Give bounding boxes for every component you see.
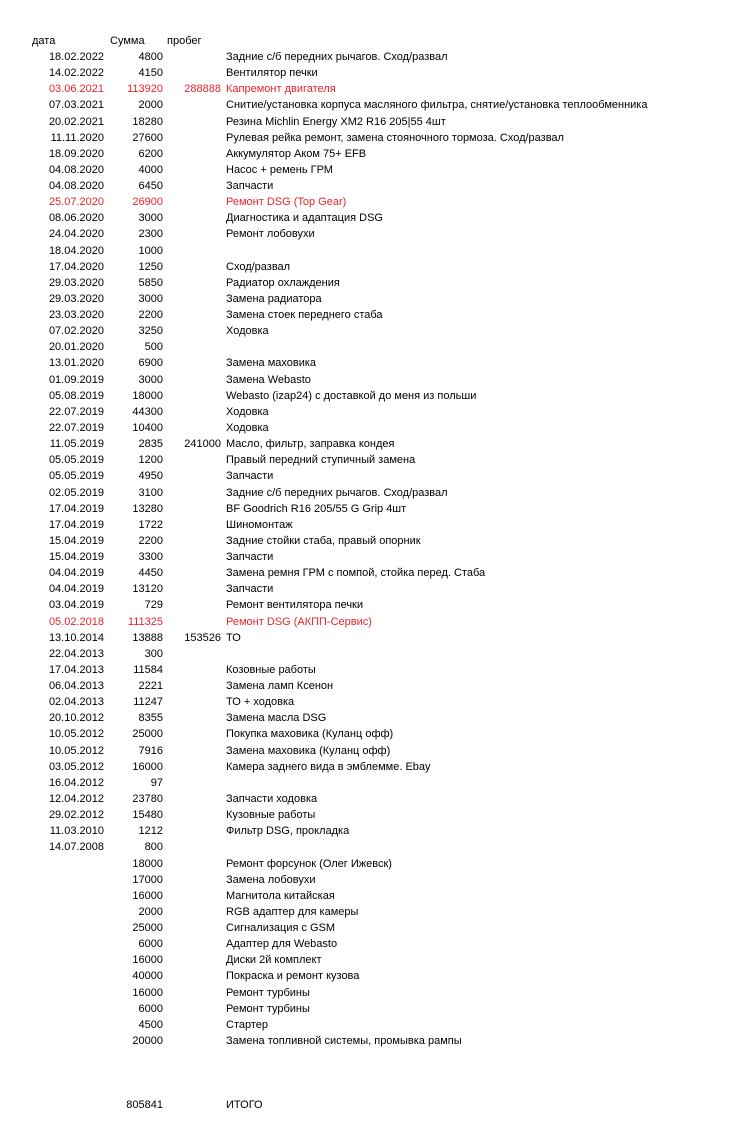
row-sum: 2000 bbox=[138, 906, 163, 918]
header-mileage: пробег bbox=[167, 35, 202, 47]
total-sum: 805841 bbox=[126, 1099, 163, 1111]
row-mileage bbox=[163, 485, 221, 501]
row-mileage bbox=[163, 662, 221, 678]
row-sum: 2835 bbox=[138, 438, 163, 450]
row-date: 22.07.2019 bbox=[48, 406, 104, 418]
row-date: 11.11.2020 bbox=[50, 132, 104, 144]
row-sum: 1200 bbox=[138, 454, 163, 466]
row-description: Замена ремня ГРМ с помпой, стойка перед. Стаба bbox=[226, 567, 486, 579]
row-sum: 16000 bbox=[132, 954, 163, 966]
row-description: Рулевая рейка ремонт, замена стояночного тормоза. Сход/развал bbox=[226, 132, 564, 144]
row-sum: 16000 bbox=[132, 890, 163, 902]
row-description: ТО bbox=[226, 632, 241, 644]
row-description: Ремонт турбины bbox=[226, 987, 310, 999]
row-sum: 4800 bbox=[138, 51, 163, 63]
row-sum: 3000 bbox=[138, 212, 163, 224]
row-mileage bbox=[163, 162, 221, 178]
row-date: 02.05.2019 bbox=[48, 487, 104, 499]
row-date bbox=[0, 936, 104, 952]
row-description: BF Goodrich R16 205/55 G Grip 4шт bbox=[226, 503, 407, 515]
row-description: Насос + ремень ГРМ bbox=[226, 164, 333, 176]
row-mileage bbox=[163, 839, 221, 855]
row-sum: 800 bbox=[144, 841, 163, 853]
row-mileage bbox=[163, 533, 221, 549]
row-description: Магнитола китайская bbox=[226, 890, 335, 902]
row-sum: 20000 bbox=[132, 1035, 163, 1047]
row-description: Снитие/установка корпуса масляного фильтра, снятие/установка теплообменника bbox=[226, 99, 648, 111]
row-sum: 26900 bbox=[132, 196, 163, 208]
row-date: 05.05.2019 bbox=[48, 470, 104, 482]
row-description: Ремонт вентилятора печки bbox=[226, 599, 364, 611]
row-mileage bbox=[163, 517, 221, 533]
row-mileage bbox=[163, 372, 221, 388]
row-description: Задние с/б передних рычагов. Сход/развал bbox=[226, 51, 448, 63]
row-mileage bbox=[163, 114, 221, 130]
row-description: Сигнализация с GSM bbox=[226, 922, 336, 934]
row-mileage bbox=[163, 146, 221, 162]
row-sum: 6000 bbox=[138, 938, 163, 950]
row-date bbox=[0, 968, 104, 984]
row-sum: 3000 bbox=[138, 293, 163, 305]
row-mileage bbox=[163, 581, 221, 597]
row-date: 05.02.2018 bbox=[48, 616, 104, 628]
row-sum: 4450 bbox=[138, 567, 163, 579]
row-sum: 11584 bbox=[133, 664, 163, 676]
row-sum: 6900 bbox=[138, 357, 163, 369]
row-sum: 25000 bbox=[132, 728, 163, 740]
row-description: Запчасти ходовка bbox=[226, 793, 318, 805]
row-description: Замена ламп Ксенон bbox=[226, 680, 334, 692]
row-sum: 97 bbox=[150, 777, 163, 789]
row-description: Замена Webasto bbox=[226, 374, 311, 386]
row-sum: 44300 bbox=[132, 406, 163, 418]
row-sum: 2300 bbox=[138, 228, 163, 240]
row-date: 12.04.2012 bbox=[48, 793, 104, 805]
row-mileage bbox=[163, 791, 221, 807]
row-description: Замена маховика (Куланц офф) bbox=[226, 745, 391, 757]
row-description: Стартер bbox=[226, 1019, 269, 1031]
row-date: 04.08.2020 bbox=[48, 164, 104, 176]
row-sum: 3000 bbox=[138, 374, 163, 386]
row-mileage bbox=[163, 904, 221, 920]
row-mileage bbox=[163, 985, 221, 1001]
row-mileage bbox=[163, 823, 221, 839]
row-mileage bbox=[163, 307, 221, 323]
row-mileage bbox=[163, 97, 221, 113]
row-date: 05.05.2019 bbox=[48, 454, 104, 466]
row-sum: 10400 bbox=[132, 422, 163, 434]
row-sum: 40000 bbox=[132, 970, 163, 982]
row-mileage bbox=[163, 1001, 221, 1017]
row-sum: 4500 bbox=[138, 1019, 163, 1031]
row-mileage bbox=[163, 339, 221, 355]
row-description: RGB адаптер для камеры bbox=[226, 906, 359, 918]
row-description: Правый передний ступичный замена bbox=[226, 454, 416, 466]
row-date bbox=[0, 920, 104, 936]
row-sum: 5850 bbox=[138, 277, 163, 289]
row-description: Задние с/б передних рычагов. Сход/развал bbox=[226, 487, 448, 499]
row-description: ТО + ходовка bbox=[226, 696, 295, 708]
row-mileage bbox=[163, 404, 221, 420]
row-date: 15.04.2019 bbox=[48, 551, 104, 563]
row-mileage bbox=[163, 65, 221, 81]
row-description: Шиномонтаж bbox=[226, 519, 293, 531]
row-date bbox=[0, 1001, 104, 1017]
row-date: 17.04.2013 bbox=[48, 664, 104, 676]
row-mileage: 153526 bbox=[184, 632, 221, 644]
row-mileage bbox=[163, 178, 221, 194]
row-date bbox=[0, 985, 104, 1001]
row-sum: 13120 bbox=[132, 583, 163, 595]
row-mileage bbox=[163, 210, 221, 226]
row-sum: 1722 bbox=[138, 519, 163, 531]
row-date: 14.02.2022 bbox=[48, 67, 104, 79]
row-mileage bbox=[163, 614, 221, 630]
row-sum: 113920 bbox=[127, 83, 163, 95]
row-mileage bbox=[163, 388, 221, 404]
row-mileage bbox=[163, 259, 221, 275]
row-description: Запчасти bbox=[226, 551, 274, 563]
row-date: 20.02.2021 bbox=[48, 116, 104, 128]
row-mileage bbox=[163, 968, 221, 984]
row-sum: 6000 bbox=[138, 1003, 163, 1015]
row-mileage bbox=[163, 678, 221, 694]
row-date: 20.01.2020 bbox=[48, 341, 104, 353]
row-sum: 3300 bbox=[138, 551, 163, 563]
row-sum: 6200 bbox=[138, 148, 163, 160]
row-sum: 1212 bbox=[138, 825, 163, 837]
row-date: 07.02.2020 bbox=[48, 325, 104, 337]
row-date: 20.10.2012 bbox=[48, 712, 104, 724]
row-sum: 15480 bbox=[132, 809, 163, 821]
row-description: Запчасти bbox=[226, 470, 274, 482]
row-mileage bbox=[163, 726, 221, 742]
row-mileage bbox=[163, 1033, 221, 1049]
row-date: 02.04.2013 bbox=[48, 696, 104, 708]
row-mileage bbox=[163, 920, 221, 936]
header-sum: Сумма bbox=[110, 35, 145, 47]
row-date: 29.02.2012 bbox=[48, 809, 104, 821]
row-description: Фильтр DSG, прокладка bbox=[226, 825, 350, 837]
row-description: Адаптер для Webasto bbox=[226, 938, 338, 950]
row-date bbox=[0, 1033, 104, 1049]
row-mileage bbox=[163, 565, 221, 581]
row-sum: 1000 bbox=[138, 245, 163, 257]
row-date: 17.04.2019 bbox=[48, 503, 104, 515]
row-description: Замена маховика bbox=[226, 357, 317, 369]
row-sum: 3100 bbox=[138, 487, 163, 499]
row-date: 03.06.2021 bbox=[48, 83, 104, 95]
row-sum: 111325 bbox=[127, 616, 163, 628]
row-date: 06.04.2013 bbox=[48, 680, 104, 692]
row-date: 29.03.2020 bbox=[48, 277, 104, 289]
row-description: Аккумулятор Аком 75+ EFB bbox=[226, 148, 367, 160]
row-sum: 18280 bbox=[132, 116, 163, 128]
row-date bbox=[0, 872, 104, 888]
row-description: Капремонт двигателя bbox=[226, 83, 336, 95]
row-date: 15.04.2019 bbox=[48, 535, 104, 547]
row-description: Радиатор охлаждения bbox=[226, 277, 340, 289]
row-description: Замена лобовухи bbox=[226, 874, 316, 886]
row-sum: 2200 bbox=[138, 309, 163, 321]
row-sum: 13280 bbox=[132, 503, 163, 515]
row-mileage bbox=[163, 501, 221, 517]
row-description: Ходовка bbox=[226, 406, 269, 418]
row-date: 24.04.2020 bbox=[48, 228, 104, 240]
row-sum: 17000 bbox=[132, 874, 163, 886]
row-mileage bbox=[163, 130, 221, 146]
row-description: Ремонт DSG (Top Gear) bbox=[226, 196, 347, 208]
row-date: 29.03.2020 bbox=[48, 293, 104, 305]
row-sum: 8355 bbox=[138, 712, 163, 724]
row-description: Диски 2й комплект bbox=[226, 954, 322, 966]
row-date: 16.04.2012 bbox=[48, 777, 104, 789]
row-date: 18.09.2020 bbox=[48, 148, 104, 160]
row-sum: 18000 bbox=[132, 858, 163, 870]
row-description: Ходовка bbox=[226, 422, 269, 434]
row-mileage: 288888 bbox=[184, 83, 221, 95]
row-sum: 13888 bbox=[132, 632, 163, 644]
row-description: Webasto (izap24) с доставкой до меня из польши bbox=[226, 390, 477, 402]
row-date: 11.03.2010 bbox=[49, 825, 104, 837]
row-sum: 2000 bbox=[138, 99, 163, 111]
row-date: 10.05.2012 bbox=[48, 745, 104, 757]
row-date: 13.10.2014 bbox=[48, 632, 104, 644]
row-date: 04.04.2019 bbox=[48, 567, 104, 579]
row-mileage bbox=[163, 275, 221, 291]
row-description: Диагностика и адаптация DSG bbox=[226, 212, 383, 224]
row-date bbox=[0, 856, 104, 872]
row-description: Камера заднего вида в эмблемме. Ebay bbox=[226, 761, 431, 773]
row-date bbox=[0, 904, 104, 920]
row-date: 18.02.2022 bbox=[48, 51, 104, 63]
row-description: Покупка маховика (Куланц офф) bbox=[226, 728, 394, 740]
row-mileage bbox=[163, 888, 221, 904]
row-mileage: 241000 bbox=[184, 438, 221, 450]
row-date: 23.03.2020 bbox=[48, 309, 104, 321]
row-sum: 25000 bbox=[132, 922, 163, 934]
row-mileage bbox=[163, 775, 221, 791]
row-description: Масло, фильтр, заправка кондея bbox=[226, 438, 395, 450]
row-mileage bbox=[163, 856, 221, 872]
row-date: 22.07.2019 bbox=[48, 422, 104, 434]
row-sum: 27600 bbox=[132, 132, 163, 144]
row-date: 18.04.2020 bbox=[48, 245, 104, 257]
row-mileage bbox=[163, 694, 221, 710]
row-sum: 4950 bbox=[138, 470, 163, 482]
row-mileage bbox=[163, 323, 221, 339]
row-date: 05.08.2019 bbox=[48, 390, 104, 402]
row-description: Замена радиатора bbox=[226, 293, 322, 305]
row-mileage bbox=[163, 194, 221, 210]
row-description: Задние стойки стаба, правый опорник bbox=[226, 535, 421, 547]
row-sum: 6450 bbox=[138, 180, 163, 192]
row-description: Вентилятор печки bbox=[226, 67, 318, 79]
header-date: дата bbox=[32, 35, 56, 47]
row-mileage bbox=[163, 1017, 221, 1033]
row-description: Козовные работы bbox=[226, 664, 316, 676]
row-mileage bbox=[163, 420, 221, 436]
row-description: Запчасти bbox=[226, 180, 274, 192]
row-mileage bbox=[163, 452, 221, 468]
row-description: Ремонт лобовухи bbox=[226, 228, 315, 240]
row-sum: 11247 bbox=[133, 696, 163, 708]
row-date: 04.08.2020 bbox=[48, 180, 104, 192]
row-description: Сход/развал bbox=[226, 261, 291, 273]
row-description: Резина Michlin Energy XM2 R16 205|55 4шт bbox=[226, 116, 446, 128]
row-sum: 4150 bbox=[138, 67, 163, 79]
row-sum: 18000 bbox=[132, 390, 163, 402]
row-date: 13.01.2020 bbox=[48, 357, 104, 369]
row-date bbox=[0, 1017, 104, 1033]
row-sum: 1250 bbox=[138, 261, 163, 273]
row-description: Ремонт DSG (АКПП-Сервис) bbox=[226, 616, 372, 628]
row-sum: 4000 bbox=[138, 164, 163, 176]
row-description: Замена топливной системы, промывка рампы bbox=[226, 1035, 462, 1047]
row-sum: 729 bbox=[144, 599, 163, 611]
row-mileage bbox=[163, 807, 221, 823]
row-date: 11.05.2019 bbox=[49, 438, 104, 450]
row-sum: 23780 bbox=[132, 793, 163, 805]
row-mileage bbox=[163, 49, 221, 65]
row-date: 03.04.2019 bbox=[48, 599, 104, 611]
row-mileage bbox=[163, 743, 221, 759]
row-mileage bbox=[163, 549, 221, 565]
row-description: Кузовные работы bbox=[226, 809, 316, 821]
row-mileage bbox=[163, 646, 221, 662]
row-description: Ремонт турбины bbox=[226, 1003, 310, 1015]
row-date: 03.05.2012 bbox=[48, 761, 104, 773]
row-date: 17.04.2019 bbox=[48, 519, 104, 531]
row-date bbox=[0, 952, 104, 968]
row-sum: 2221 bbox=[138, 680, 163, 692]
row-date: 01.09.2019 bbox=[48, 374, 104, 386]
row-mileage bbox=[163, 226, 221, 242]
row-sum: 16000 bbox=[132, 987, 163, 999]
row-mileage bbox=[163, 759, 221, 775]
row-date: 17.04.2020 bbox=[48, 261, 104, 273]
row-description: Замена масла DSG bbox=[226, 712, 327, 724]
row-date: 22.04.2013 bbox=[48, 648, 104, 660]
total-label: ИТОГО bbox=[226, 1099, 263, 1111]
row-sum: 7916 bbox=[138, 745, 163, 757]
row-description: Ремонт форсунок (Олег Ижевск) bbox=[226, 858, 392, 870]
row-mileage bbox=[163, 243, 221, 259]
row-description: Замена стоек переднего стаба bbox=[226, 309, 383, 321]
row-sum: 500 bbox=[144, 341, 163, 353]
row-mileage bbox=[163, 291, 221, 307]
row-description: Покраска и ремонт кузова bbox=[226, 970, 360, 982]
row-sum: 300 bbox=[144, 648, 163, 660]
row-mileage bbox=[163, 597, 221, 613]
row-mileage bbox=[163, 710, 221, 726]
row-date: 25.07.2020 bbox=[48, 196, 104, 208]
row-sum: 3250 bbox=[138, 325, 163, 337]
row-mileage bbox=[163, 872, 221, 888]
row-date: 14.07.2008 bbox=[48, 841, 104, 853]
row-date: 07.03.2021 bbox=[48, 99, 104, 111]
row-mileage bbox=[163, 952, 221, 968]
row-mileage bbox=[163, 468, 221, 484]
row-date: 08.06.2020 bbox=[48, 212, 104, 224]
row-description: Ходовка bbox=[226, 325, 269, 337]
row-description: Запчасти bbox=[226, 583, 274, 595]
row-date: 10.05.2012 bbox=[48, 728, 104, 740]
row-date: 04.04.2019 bbox=[48, 583, 104, 595]
row-sum: 2200 bbox=[138, 535, 163, 547]
row-mileage bbox=[163, 936, 221, 952]
row-sum: 16000 bbox=[132, 761, 163, 773]
row-mileage bbox=[163, 355, 221, 371]
row-date bbox=[0, 888, 104, 904]
